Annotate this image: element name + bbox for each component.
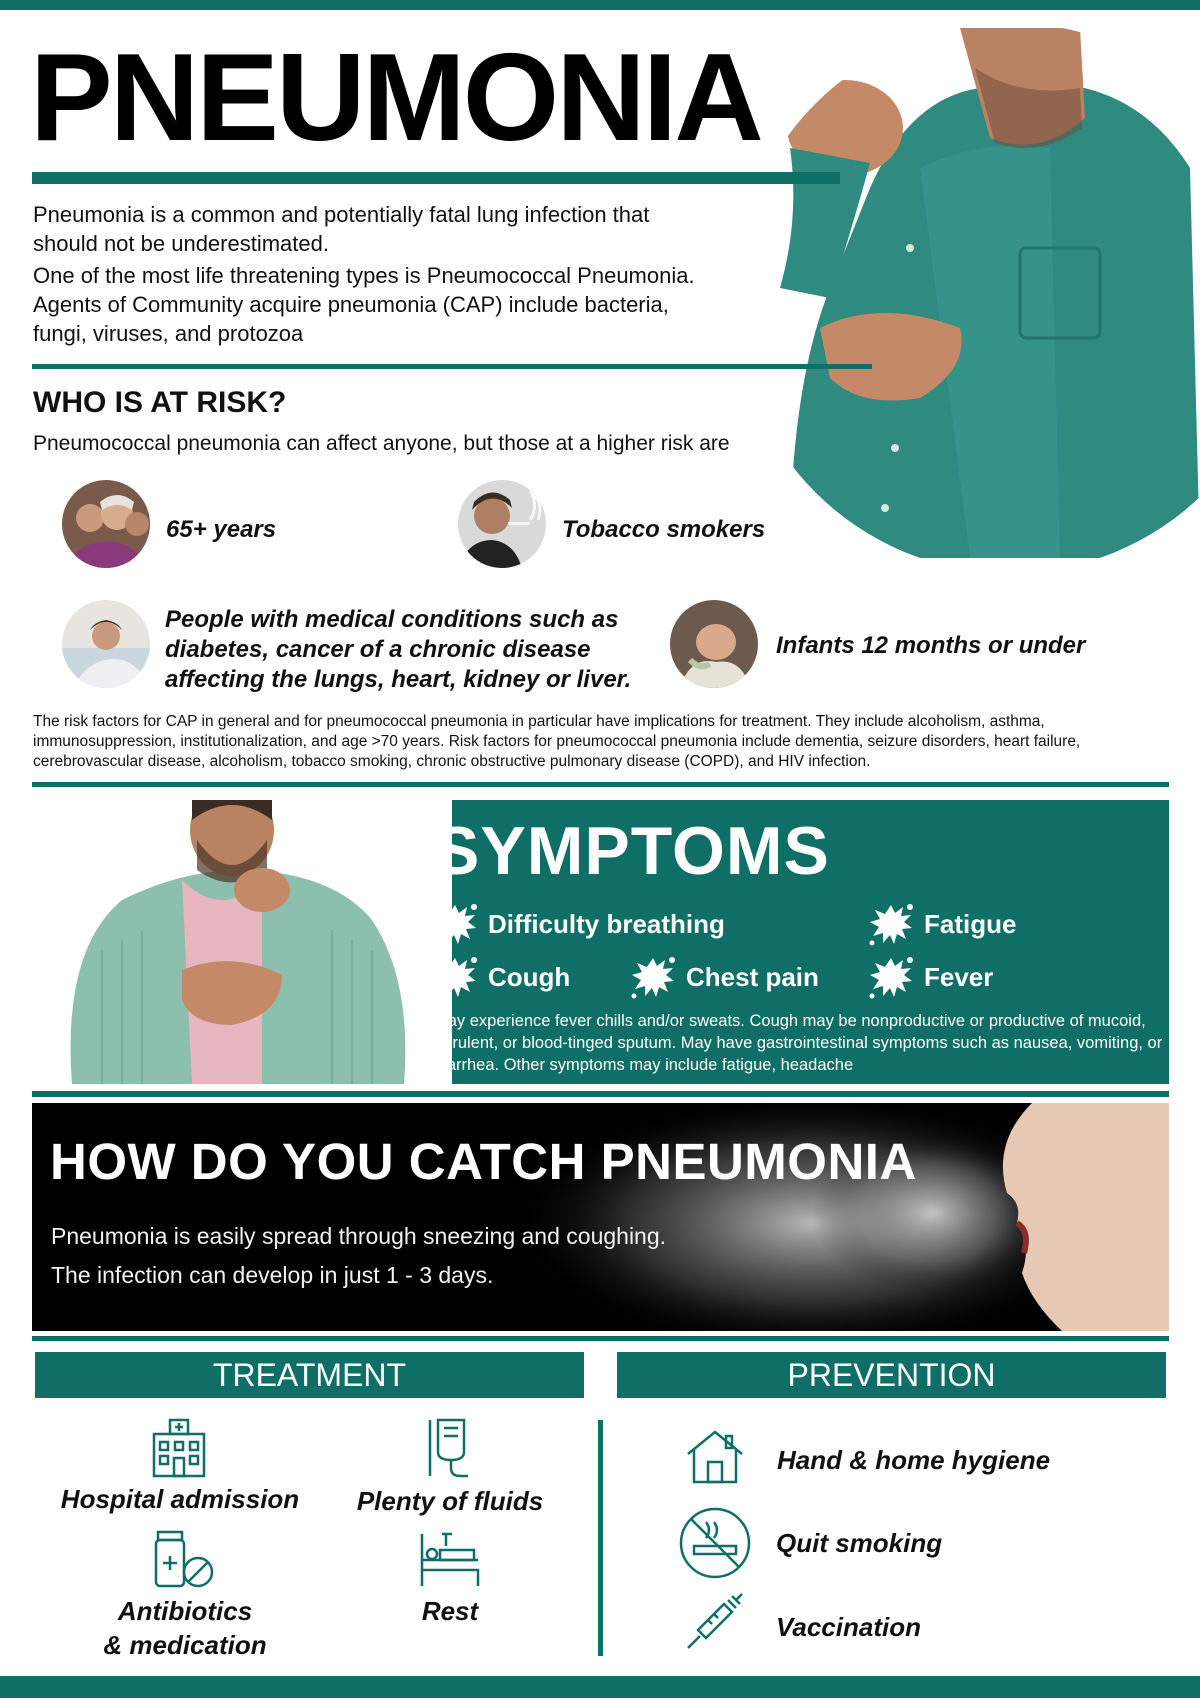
splat-icon <box>866 899 916 949</box>
treatment-fluids-label: Plenty of fluids <box>356 1486 544 1516</box>
prevention-smoking-label: Quit smoking <box>776 1528 943 1558</box>
no-smoking-icon <box>678 1506 752 1580</box>
column-divider <box>598 1420 603 1656</box>
prevention-vaccination-label: Vaccination <box>776 1612 921 1642</box>
risk-factors-fine-print: The risk factors for CAP in general and for pneumococcal pneumonia in particular have implications for treatment. They include alcoholism, asthma, immunosuppression, institutionalization, and age >70 years. Risk factors for pneumococcal pneumonia include dementia, seizure disorders, heart failure, cerebrovascular disease, alcoholism, tobacco smoking, chronic obstructive pulmonary disease (COPD), and HIV infection. <box>33 713 1081 770</box>
risk-intro: Pneumococcal pneumonia can affect anyone, but those at a higher risk are <box>33 432 730 455</box>
iv-drip-icon <box>420 1416 482 1478</box>
splat-icon <box>430 899 480 949</box>
infant-photo <box>670 600 758 688</box>
treatment-heading: TREATMENT <box>35 1352 584 1398</box>
treatment-antibiotics-line-2: & medication <box>103 1630 267 1660</box>
symptoms-heading: SYMPTOMS <box>434 813 830 889</box>
coughing-man-photo <box>720 28 1200 558</box>
hospital-icon <box>148 1416 210 1478</box>
prevention-hygiene-label: Hand & home hygiene <box>777 1445 1051 1475</box>
risk-group-smokers: Tobacco smokers <box>562 516 766 543</box>
transmission-line-2: The infection can develop in just 1 - 3 days. <box>51 1262 494 1288</box>
title-underline <box>32 172 840 184</box>
splat-icon <box>430 952 480 1002</box>
symptoms-description: May experience fever chills and/or sweats. Cough may be nonproductive or productive of mucoid, purulent, or blood-tinged sputum. May have gastrointestinal symptoms such as nausea, vomiting, or diarrhea. Other symptoms may include fatigue, headache <box>434 1012 1163 1074</box>
symptom-chest-pain: Chest pain <box>628 952 819 1002</box>
symptom-difficulty-breathing: Difficulty breathing <box>430 899 725 949</box>
prevention-heading: PREVENTION <box>617 1352 1166 1398</box>
risk-group-elderly: 65+ years <box>166 516 277 543</box>
treatment-antibiotics-line-1: Antibiotics <box>117 1596 253 1626</box>
treatment-rest-label: Rest <box>421 1596 479 1626</box>
elderly-group-photo <box>62 480 150 568</box>
transmission-heading: HOW DO YOU CATCH PNEUMONIA <box>50 1133 917 1190</box>
splat-icon <box>628 952 678 1002</box>
bottom-accent-bar <box>0 1676 1200 1698</box>
symptom-cough: Cough <box>430 952 570 1002</box>
medication-icon <box>152 1530 216 1590</box>
section-divider <box>32 1091 1169 1097</box>
section-divider <box>32 1336 1169 1341</box>
symptom-fatigue: Fatigue <box>866 899 1016 949</box>
section-divider <box>32 364 872 369</box>
splat-icon <box>866 952 916 1002</box>
risk-heading: WHO IS AT RISK? <box>33 386 287 419</box>
intro-paragraph-1: Pneumonia is a common and potentially fatal lung infection that should not be underestimated. <box>33 202 650 256</box>
intro-paragraph-2: One of the most life threatening types is Pneumococcal Pneumonia. Agents of Community acquire pneumonia (CAP) include bacteria, fungi, viruses, and protozoa <box>33 263 695 346</box>
coughing-man-sweater-photo <box>32 800 452 1084</box>
treatment-hospital-label: Hospital admission <box>60 1484 300 1514</box>
hospital-patient-photo <box>62 600 150 688</box>
transmission-line-1: Pneumonia is easily spread through sneezing and coughing. <box>51 1223 667 1249</box>
intro-text <box>33 200 713 348</box>
home-icon <box>684 1428 746 1486</box>
risk-group-conditions: People with medical conditions such as diabetes, cancer of a chronic disease affecting the lungs, heart, kidney or liver. <box>165 606 632 693</box>
section-divider <box>32 782 1169 787</box>
risk-group-infants: Infants 12 months or under <box>776 632 1086 659</box>
syringe-icon <box>684 1590 746 1652</box>
smoker-photo <box>458 480 546 568</box>
page-title: PNEUMONIA <box>30 29 761 167</box>
symptom-fever: Fever <box>866 952 993 1002</box>
top-accent-bar <box>0 0 1200 10</box>
treatment-antibiotics-label <box>60 1594 310 1662</box>
hospital-bed-icon <box>418 1530 482 1590</box>
